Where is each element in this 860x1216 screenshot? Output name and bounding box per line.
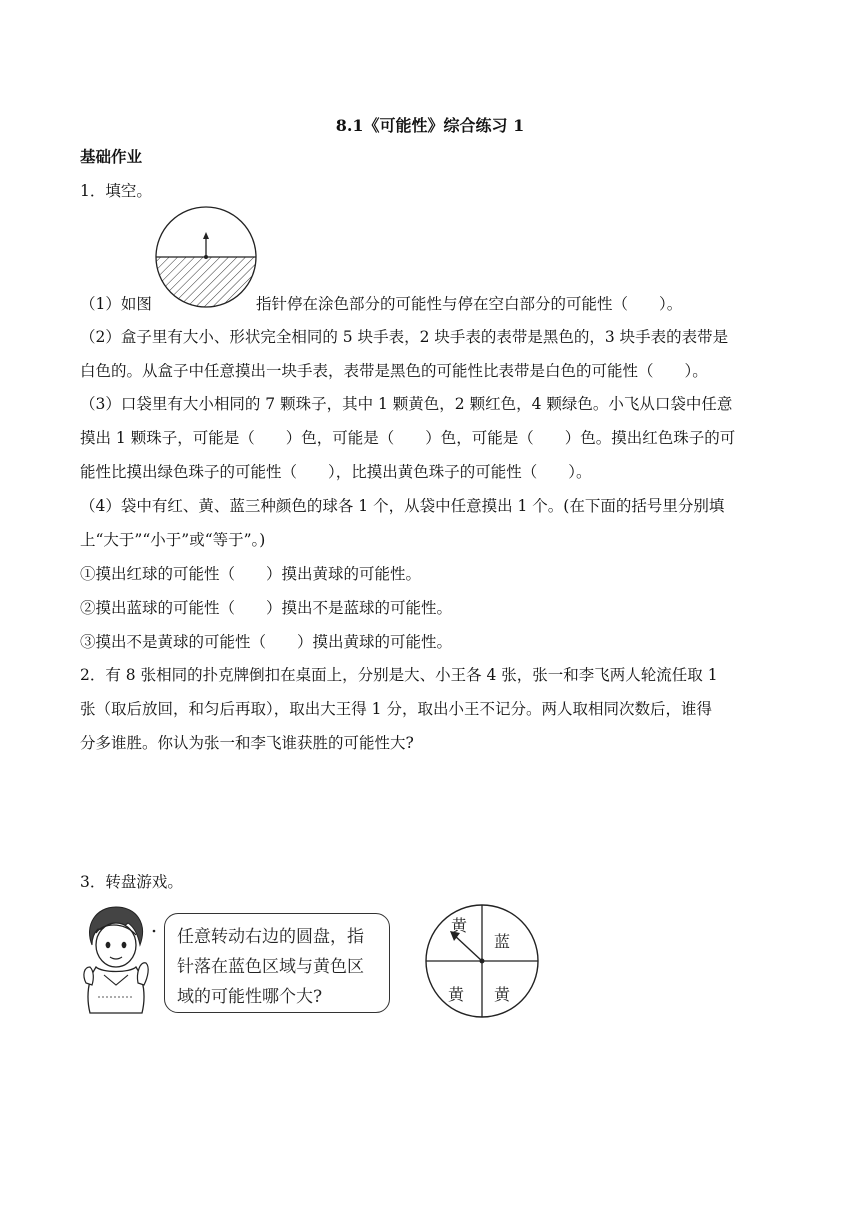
spinner-wheel: [416, 903, 548, 1023]
wheel-label-top-left: 黄: [451, 916, 468, 935]
q1-p3-line2: 摸出 1 颗珠子，可能是（ ）色，可能是（ ）色，可能是（ ）色。摸出红色珠子的可: [80, 429, 736, 447]
q1-p3-line1: （3）口袋里有大小相同的 7 颗珠子，其中 1 颗黄色，2 颗红色，4 颗绿色。小飞从口袋中任意: [80, 395, 733, 413]
q2-line3: 分多谁胜。你认为张一和李飞谁获胜的可能性大?: [80, 734, 414, 752]
q2-line2: 张（取后放回，和匀后再取），取出大王得 1 分，取出小王不记分。两人取相同次数后，谁得: [80, 700, 712, 718]
bubble-line-2: 针落在蓝色区域与黄色区: [177, 957, 364, 977]
q1-p3-line3: 能性比摸出绿色珠子的可能性（ ），比摸出黄色珠子的可能性（ ）。: [80, 463, 592, 481]
q1-p4-item-c: ③摸出不是黄球的可能性（ ）摸出黄球的可能性。: [80, 633, 453, 651]
speech-bubble: [164, 913, 390, 1013]
q1-p4-line2: 上“大于”“小于”或“等于”。): [80, 531, 266, 549]
q2-line1: 2．有 8 张相同的扑克牌倒扣在桌面上，分别是大、小王各 4 张，张一和李飞两人轮流任取 1: [80, 666, 718, 684]
q1-p4-item-b: ②摸出蓝球的可能性（ ）摸出不是蓝球的可能性。: [80, 599, 453, 617]
page-title: 8.1《可能性》综合练习 1: [335, 116, 525, 135]
bubble-line-1: 任意转动右边的圆盘，指: [177, 927, 364, 947]
q1-p2-line1: （2）盒子里有大小、形状完全相同的 5 块手表，2 块手表的表带是黑色的，3 块手表的表带是: [80, 328, 729, 346]
q1-p2-line2: 白色的。从盒子中任意摸出一块手表，表带是黑色的可能性比表带是白色的可能性（ ）。: [80, 362, 708, 380]
q3-heading: 3．转盘游戏。: [80, 873, 183, 891]
q1-p4-line1: （4）袋中有红、黄、蓝三种颜色的球各 1 个，从袋中任意摸出 1 个。(在下面的括号里分别填: [80, 497, 725, 515]
wheel-label-bottom-left: 黄: [448, 985, 465, 1004]
wheel-label-bottom-right: 黄: [494, 985, 511, 1004]
wheel-label-top-right: 蓝: [494, 932, 511, 951]
q1-heading: 1．填空。: [80, 182, 152, 200]
girl-illustration: [78, 905, 158, 1017]
q1-p1-suffix: 指针停在涂色部分的可能性与停在空白部分的可能性（ ）。: [256, 295, 683, 313]
q1-p4-item-a: ①摸出红球的可能性（ ）摸出黄球的可能性。: [80, 565, 422, 583]
q1-p1-prefix: （1）如图: [80, 295, 152, 313]
section-heading: 基础作业: [80, 147, 143, 166]
shaded-circle-figure: [154, 204, 258, 308]
bubble-line-3: 域的可能性哪个大?: [177, 987, 323, 1007]
